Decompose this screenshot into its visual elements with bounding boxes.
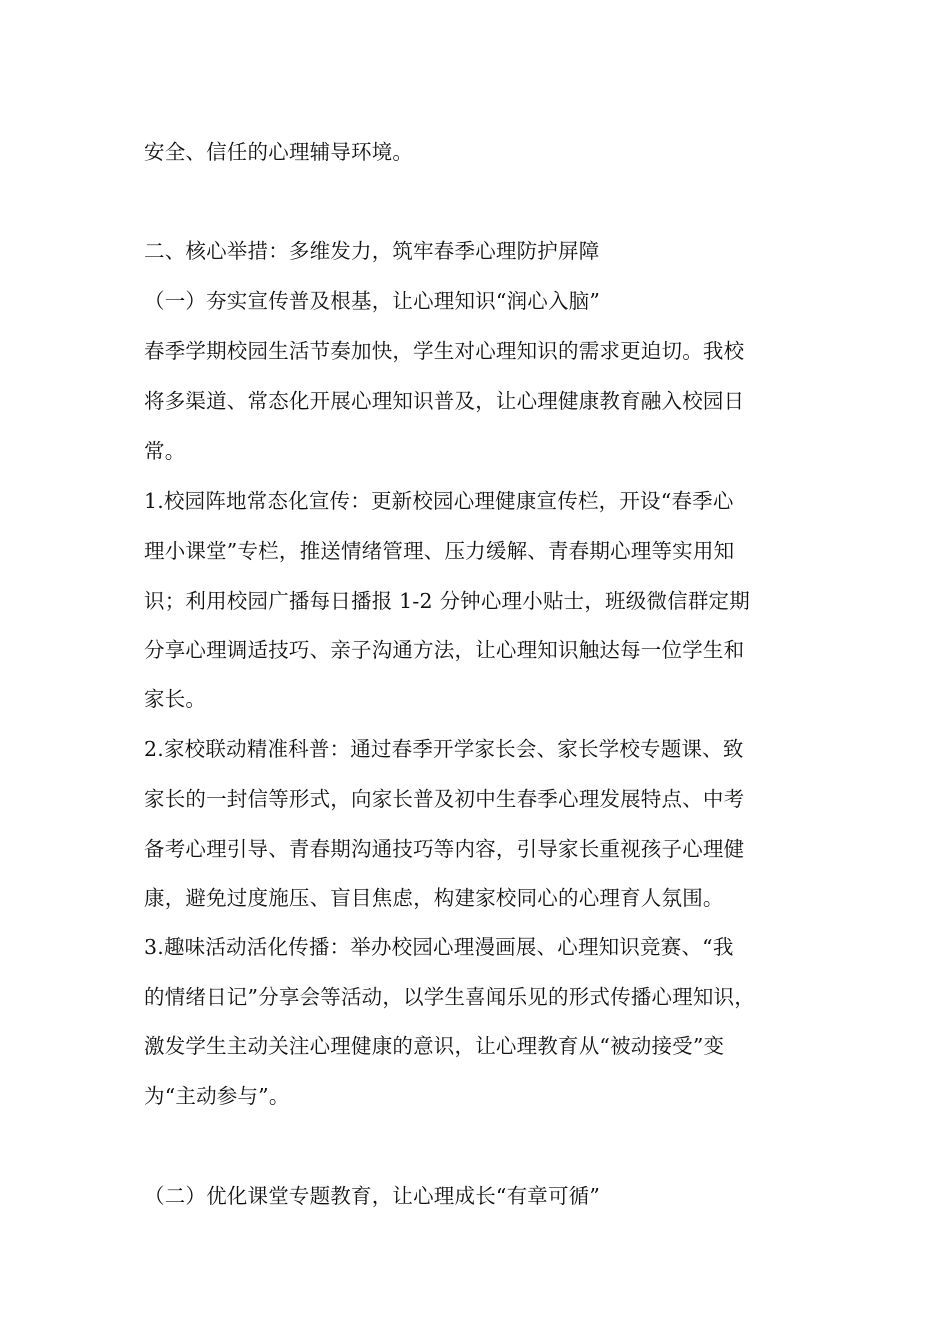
list-item-line: 理小课堂”专栏，推送情绪管理、压力缓解、青春期心理等实用知 bbox=[144, 539, 735, 563]
list-item-line: 家长的一封信等形式，向家长普及初中生春季心理发展特点、中考 bbox=[144, 787, 745, 811]
list-item-line: 为“主动参与”。 bbox=[144, 1084, 290, 1108]
body-text-line: 安全、信任的心理辅导环境。 bbox=[144, 140, 414, 164]
list-item-line: 家长。 bbox=[144, 687, 207, 711]
body-text-line: 常。 bbox=[144, 439, 186, 463]
list-item-line: 激发学生主动关注心理健康的意识，让心理教育从“被动接受”变 bbox=[144, 1034, 725, 1058]
list-item-line: 分享心理调适技巧、亲子沟通方法，让心理知识触达每一位学生和 bbox=[144, 638, 745, 662]
body-text-line: 将多渠道、常态化开展心理知识普及，让心理健康教育融入校园日 bbox=[144, 389, 745, 413]
list-item-line: 2.家校联动精准科普：通过春季开学家长会、家长学校专题课、致 bbox=[144, 737, 744, 761]
subsection-heading: （二）优化课堂专题教育，让心理成长“有章可循” bbox=[144, 1184, 601, 1208]
body-text-line: 春季学期校园生活节奏加快，学生对心理知识的需求更迫切。我校 bbox=[144, 339, 745, 363]
list-item-line: 1.校园阵地常态化宣传：更新校园心理健康宣传栏，开设“春季心 bbox=[144, 489, 734, 513]
list-item-line: 3.趣味活动活化传播：举办校园心理漫画展、心理知识竞赛、“我 bbox=[144, 935, 734, 959]
list-item-line: 康，避免过度施压、盲目焦虑，构建家校同心的心理育人氛围。 bbox=[144, 886, 724, 910]
list-item-line: 备考心理引导、青春期沟通技巧等内容，引导家长重视孩子心理健 bbox=[144, 837, 745, 861]
list-item-line: 的情绪日记”分享会等活动，以学生喜闻乐见的形式传播心理知识， bbox=[144, 985, 755, 1009]
subsection-heading: （一）夯实宣传普及根基，让心理知识“润心入脑” bbox=[144, 289, 601, 313]
list-item-line: 识；利用校园广播每日播报 1-2 分钟心理小贴士，班级微信群定期 bbox=[144, 589, 750, 613]
section-heading: 二、核心举措：多维发力，筑牢春季心理防护屏障 bbox=[144, 239, 600, 263]
